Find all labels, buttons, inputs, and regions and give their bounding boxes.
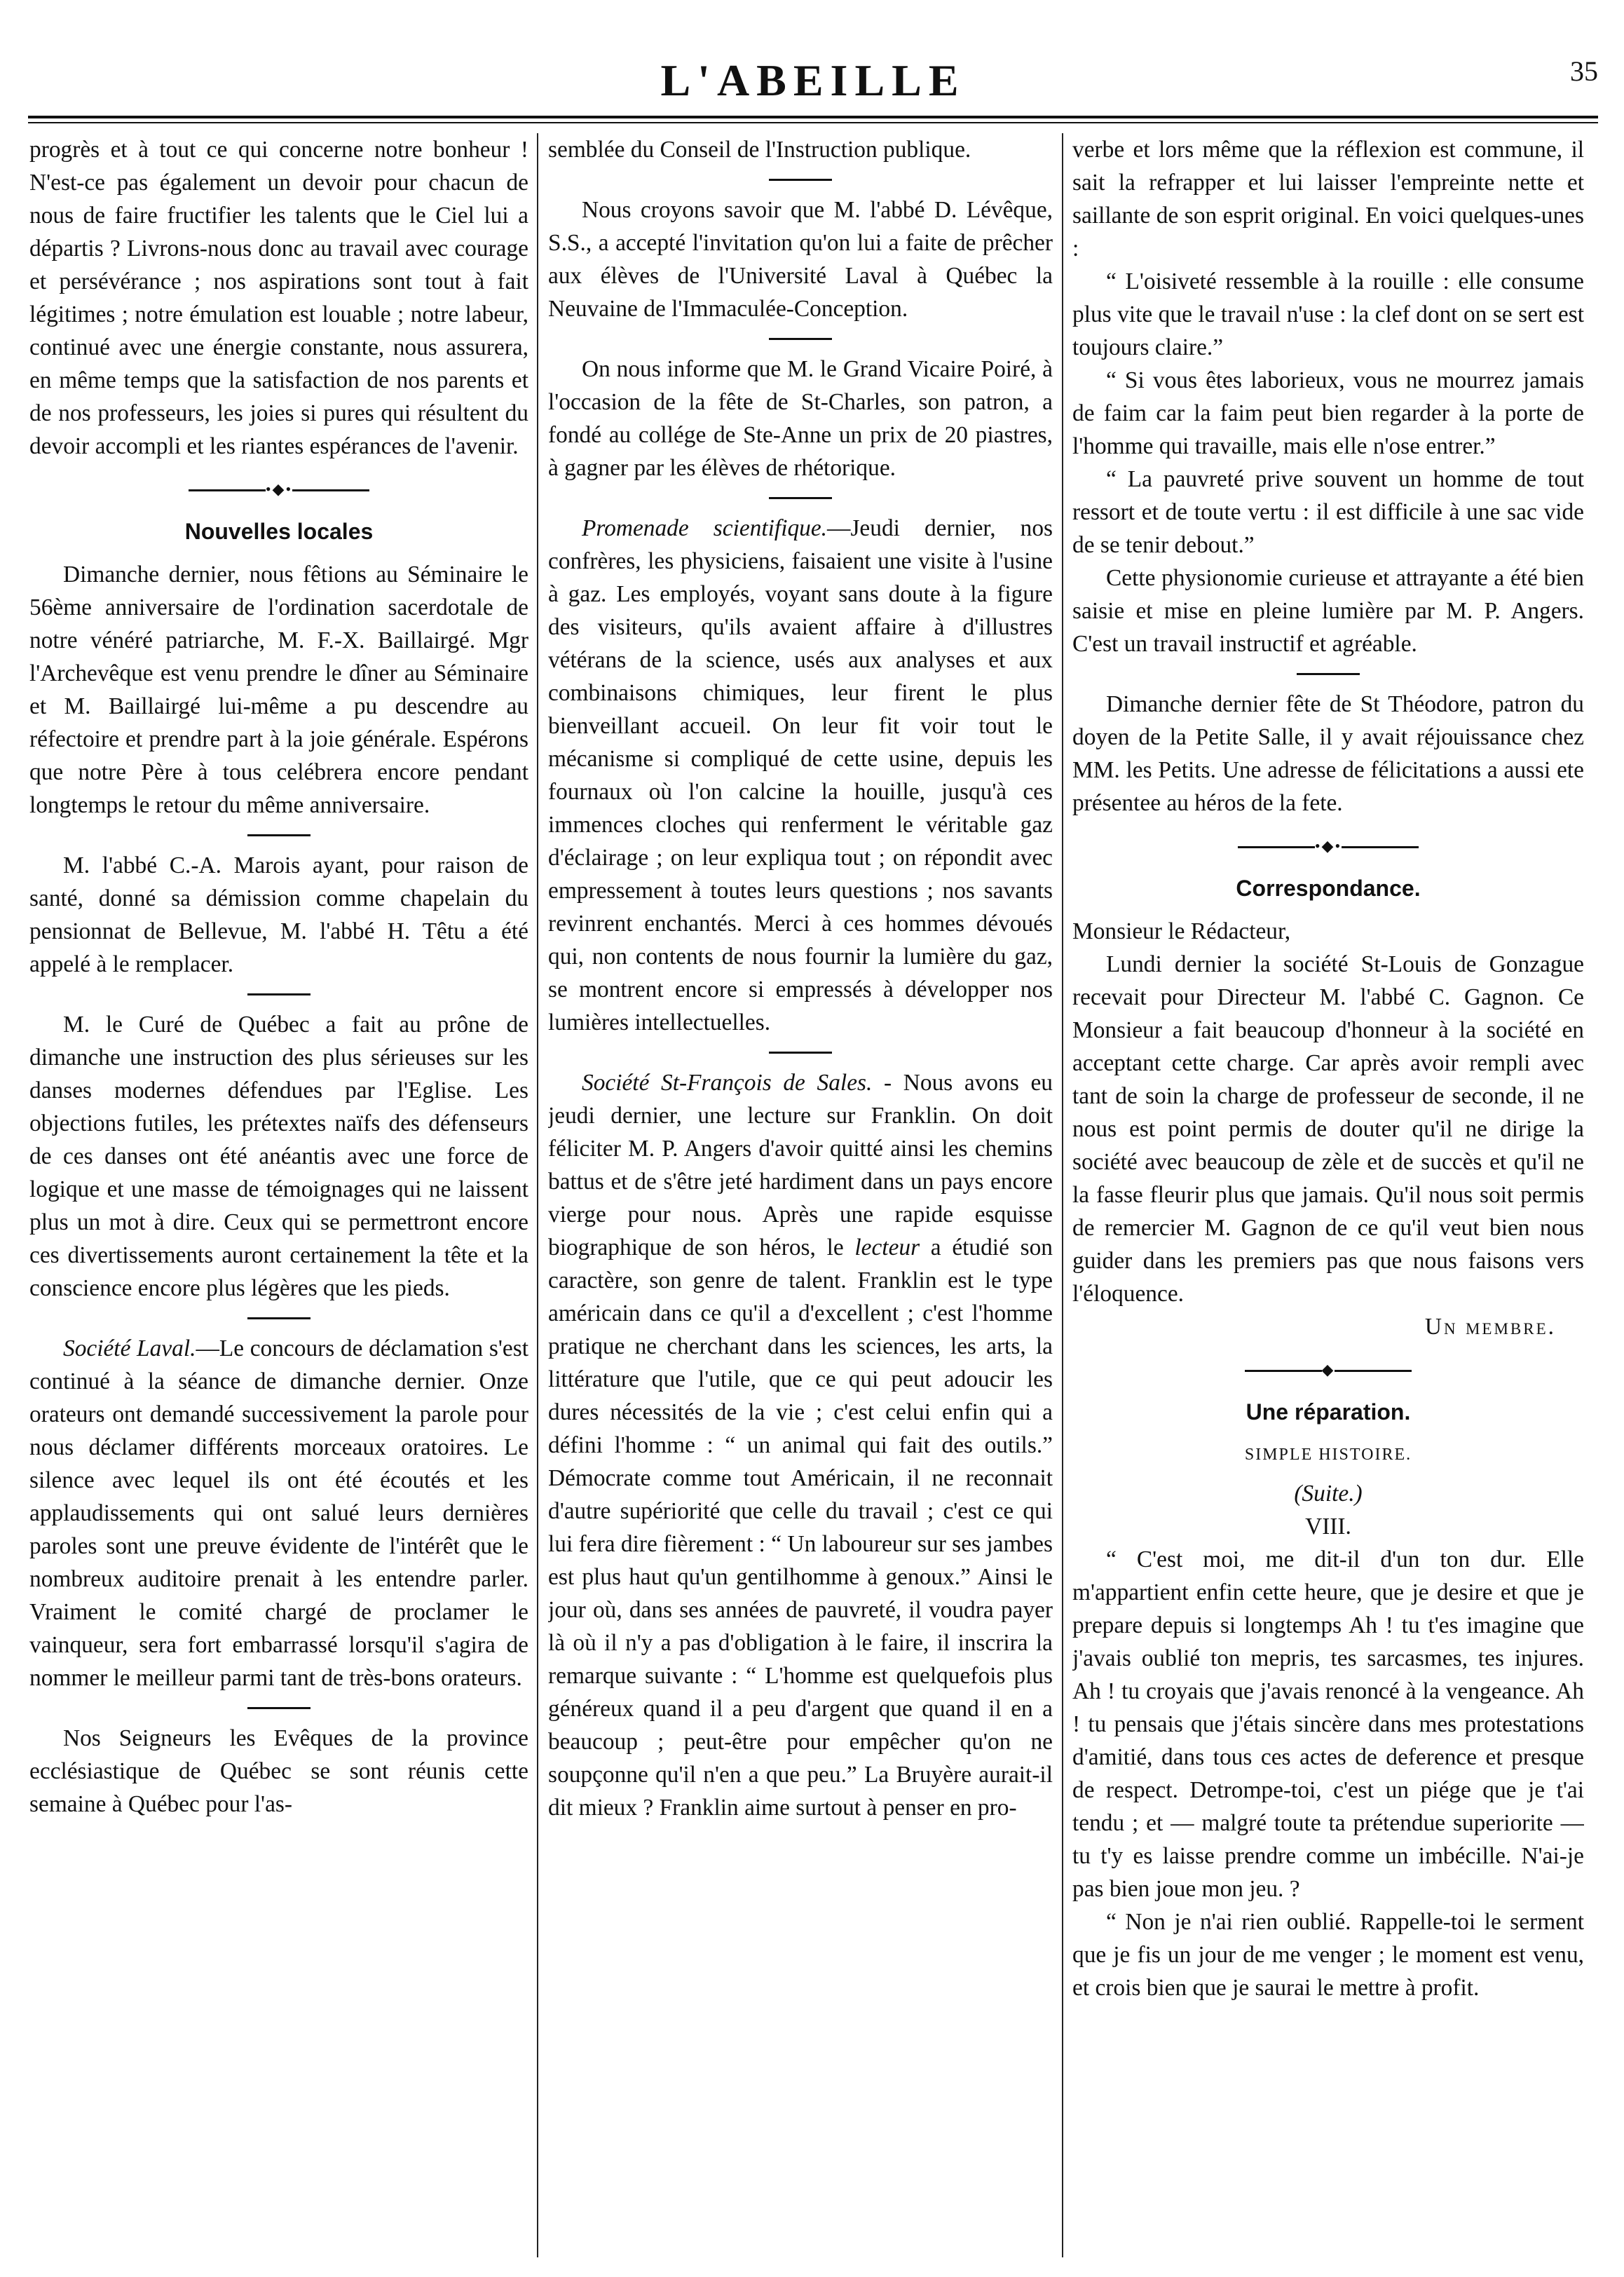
salutation: Monsieur le Rédacteur, — [1072, 918, 1291, 944]
separator — [1297, 673, 1360, 675]
separator — [247, 993, 311, 995]
paragraph-text: a étudié son caractère, son genre de talent. Franklin est le type américain dans ce qu'il a d'excellent ; c'est l'homme pratique ne cherchant dans les sciences, les arts, la littérature que l'utile, que ce qui peut adoucir les dures nécessités de la vie ; c'est celui enfin qui a défini l'homme : “ un animal qui fait des outils.” Démocrate comme tout Américain, il ne reconnait d'autre supériorité que celle du travail ; c'est ce qui lui fera dire fièrement : “ Un laboureur sur ses jambes est plus haut qu'un gentilhomme à genoux.” Ainsi le jour où, dans ses années de pauvreté, il voudra payer là où il n'y a pas d'obligation à le faire, il inscrira la remarque suivante : “ L'homme est quelquefois plus généreux quand il a peu d'argent que quand il en a beaucoup ; peut-être pour empêcher qu'on ne soupçonne qu'il n'en a que peu.” La Bruyère aurait-il dit mieux ? Franklin aime surtout à penser en pro- — [548, 1235, 1053, 1821]
paragraph: Nous croyons savoir que M. l'abbé D. Lévêque, S.S., a accepté l'invitation qu'on lui a faite de prêcher aux élèves de l'Université Laval à Québec la Neuvaine de l'Immaculée-Conception. — [548, 197, 1053, 322]
column-1 — [29, 133, 528, 2257]
paragraph — [548, 512, 1053, 1039]
masthead-header — [28, 42, 1598, 119]
chapter-number: VIII. — [1305, 1514, 1351, 1539]
section-ornament: •◆• — [1072, 829, 1584, 862]
article-title: Société Laval. — [63, 1335, 196, 1361]
suite-label — [1072, 1477, 1584, 1510]
section-heading: Nouvelles locales — [184, 519, 374, 544]
quote: “ La pauvreté prive souvent un homme de tout ressort et de toute vertu : il est difficile à une sac vide de se tenir debout.” — [1072, 466, 1584, 558]
suite-text: (Suite.) — [1294, 1481, 1363, 1507]
newspaper-title: L'ABEILLE — [660, 55, 966, 105]
separator — [769, 1052, 832, 1054]
italic-word: lecteur — [854, 1235, 920, 1260]
paragraph: On nous informe que M. le Grand Vicaire Poiré, à l'occasion de la fête de St-Charles, son patron, a fondé au collége de Ste-Anne un prix de 20 piastres, à gagner par les élèves de rhétorique. — [548, 356, 1053, 481]
column-divider — [1062, 133, 1063, 2257]
paragraph: Dimanche dernier, nous fêtions au Séminaire le 56ème anniversaire de l'ordination sacerdotale de notre vénéré patriarche, M. F.-X. Baillairgé. Mgr l'Archevêque est venu prendre le dîner au Séminaire et M. Baillairgé lui-même a pu descendre au réfectoire et prendre part à la joie générale. Espérons que notre Père à tous celébrera encore pendant longtemps le retour du même anniversaire. — [29, 562, 528, 818]
paragraph-text: —Jeudi dernier, nos confrères, les physiciens, faisaient une visite à l'usine à gaz. Les employés, voyant sans doute à la figure des visiteurs, qu'ils avaient affaire à d'illustres vétérans de la science, usés aux analyses et aux combinaisons chimiques, leur firent le plus bienveillant accueil. On leur fit voir tout le mécanisme si compliqué de cette usine, depuis les fournaux où l'on calcine la houille, jusqu'à ces immences cloches qui renferment le véritable gaz d'éclairage ; on leur expliqua tout ; on répondit avec empressement à toutes leurs questions ; nos savants revinrent enchantés. Merci à ces hommes dévoués qui, non contents de nous fournir la lumière du gaz, se montrent encore si empressés à développer nos lumières intellectuelles. — [548, 515, 1053, 1035]
section-ornament: ◆ — [1072, 1353, 1584, 1386]
paragraph: semblée du Conseil de l'Instruction publique. — [548, 137, 971, 163]
signature: Un membre. — [1424, 1314, 1556, 1340]
separator — [247, 1707, 311, 1709]
paragraph: M. le Curé de Québec a fait au prône de dimanche une instruction des plus sérieuses sur les danses modernes défendues par l'Eglise. Les objections futiles, les prétextes naïfs des défenseurs de ces danses ont été anéantis avec une force de logique et une masse de témoignages qui ne laissent plus un mot à dire. Ceux qui se permettront encore ces divertissements auront certainement la tête et la conscience encore plus légères que les pieds. — [29, 1012, 528, 1301]
paragraph: Nos Seigneurs les Evêques de la province ecclésiastique de Québec se sont réunis cette semaine à Québec pour l'as- — [29, 1725, 528, 1817]
story-title: Une réparation. — [1246, 1399, 1411, 1425]
paragraph-text: - Nous avons eu jeudi dernier, une lecture sur Franklin. On doit féliciter M. P. Angers d'avoir quitté ainsi les chemins battus et de s'être jeté hardiment dans un pays encore vierge pour nous. Après une rapide esquisse biographique de son héros, le — [548, 1070, 1053, 1260]
article-title: Société St-François de Sales. — [582, 1070, 873, 1096]
paragraph: verbe et lors même que la réflexion est commune, il sait la refrapper et lui laisser l'empreinte nette et saillante de son esprit original. En voici quelques-unes : — [1072, 137, 1584, 261]
paragraph — [29, 1332, 528, 1694]
section-heading: Correspondance. — [1236, 876, 1421, 901]
column-2 — [548, 133, 1053, 2257]
quote: “ L'oisiveté ressemble à la rouille : elle consume plus vite que le travail n'use : la clef dont on se sert est toujours claire.” — [1072, 269, 1584, 360]
paragraph: Dimanche dernier fête de St Théodore, patron du doyen de la Petite Salle, il y avait réjouissance chez MM. les Petits. Une adresse de félicitations a aussi ete présentee au héros de la fete. — [1072, 691, 1584, 816]
separator — [769, 497, 832, 499]
header-rule-thin — [28, 122, 1598, 123]
article-title: Promenade scientifique. — [582, 515, 828, 541]
separator — [769, 338, 832, 340]
separator — [247, 834, 311, 836]
column-divider — [537, 133, 538, 2257]
paragraph: Lundi dernier la société St-Louis de Gonzague recevait pour Directeur M. l'abbé C. Gagnon. Ce Monsieur a fait beaucoup d'honneur à la société en acceptant cette charge. Car après avoir rempli avec tant de soin la charge de professeur de seconde, il ne nous est point permis de douter qu'il ne dirige la société avec beaucoup de zèle et de succès et qu'il ne la fasse fleurir plus que jamais. Qu'il nous soit permis de remercier M. Gagnon de ce qu'il veut bien nous guider dans les premiers pas que nous faisons vers l'éloquence. — [1072, 951, 1584, 1307]
quote: “ Si vous êtes laborieux, vous ne mourrez jamais de faim car la faim peut bien regarder à la porte de l'homme qui travaille, mais elle n'ose entrer.” — [1072, 367, 1584, 459]
paragraph — [548, 1066, 1053, 1824]
story-subtitle: SIMPLE HISTOIRE. — [1244, 1446, 1412, 1464]
paragraph: progrès et à tout ce qui concerne notre bonheur ! N'est-ce pas également un devoir pour chacun de nous de faire fructifier les talents que le Ciel lui a départis ? Livrons-nous donc au travail avec courage et persévérance ; nos aspirations sont tout à fait légitimes ; notre émulation est louable ; notre labeur, continué avec une énergie constante, nous assurera, en même temps que la satisfaction de nos parents et de nos professeurs, les joies si pures qui résultent du devoir accompli et les riantes espérances de l'avenir. — [29, 137, 528, 459]
paragraph: “ Non je n'ai rien oublié. Rappelle-toi le serment que je fis un jour de me venger ; le moment est venu, et crois bien que je saurai le mettre à profit. — [1072, 1909, 1584, 2001]
paragraph-text: —Le concours de déclamation s'est continué à la séance de dimanche dernier. Onze orateurs ont demandé successivement la parole pour nous déclamer différents morceaux oratoires. Le silence avec lequel ils ont été écoutés et les applaudissements qui ont salué leurs dernières paroles sont une preuve évidente de l'intérêt que le nombreux auditoire prenait à les entendre parler. Vraiment le comité chargé de proclamer le vainqueur, sera fort embarrassé lorsqu'il s'agira de nommer le meilleur parmi tant de très-bons orateurs. — [29, 1335, 528, 1691]
section-ornament: •◆• — [29, 473, 528, 505]
paragraph: M. l'abbé C.-A. Marois ayant, pour raison de santé, donné sa démission comme chapelain du pensionnat de Bellevue, M. l'abbé H. Têtu a été appelé à le remplacer. — [29, 852, 528, 977]
paragraph: “ C'est moi, me dit-il d'un ton dur. Elle m'appartient enfin cette heure, que je desire et que je prepare depuis si longtemps Ah ! tu t'es imagine que j'avais oublié ton mepris, tes sarcasmes, tes injures. Ah ! tu croyais que j'avais renoncé à la vengeance. Ah ! tu pensais que j'étais sincère dans mes protestations d'amitié, dans tous ces actes de deference et presque de respect. Detrompe-toi, c'est un piége que je t'ai tendu ; et — malgré toute ta prétendue superiorite — tu t'y es laisse prendre comme un imbécille. N'ai-je pas bien joue mon jeu. ? — [1072, 1547, 1584, 1902]
separator — [769, 179, 832, 181]
page-number: 35 — [1570, 55, 1598, 87]
header-rule — [28, 116, 1598, 118]
separator — [247, 1317, 311, 1319]
column-3 — [1072, 133, 1584, 2257]
paragraph: Cette physionomie curieuse et attrayante a été bien saisie et mise en pleine lumière par M. P. Angers. C'est un travail instructif et agréable. — [1072, 565, 1584, 657]
